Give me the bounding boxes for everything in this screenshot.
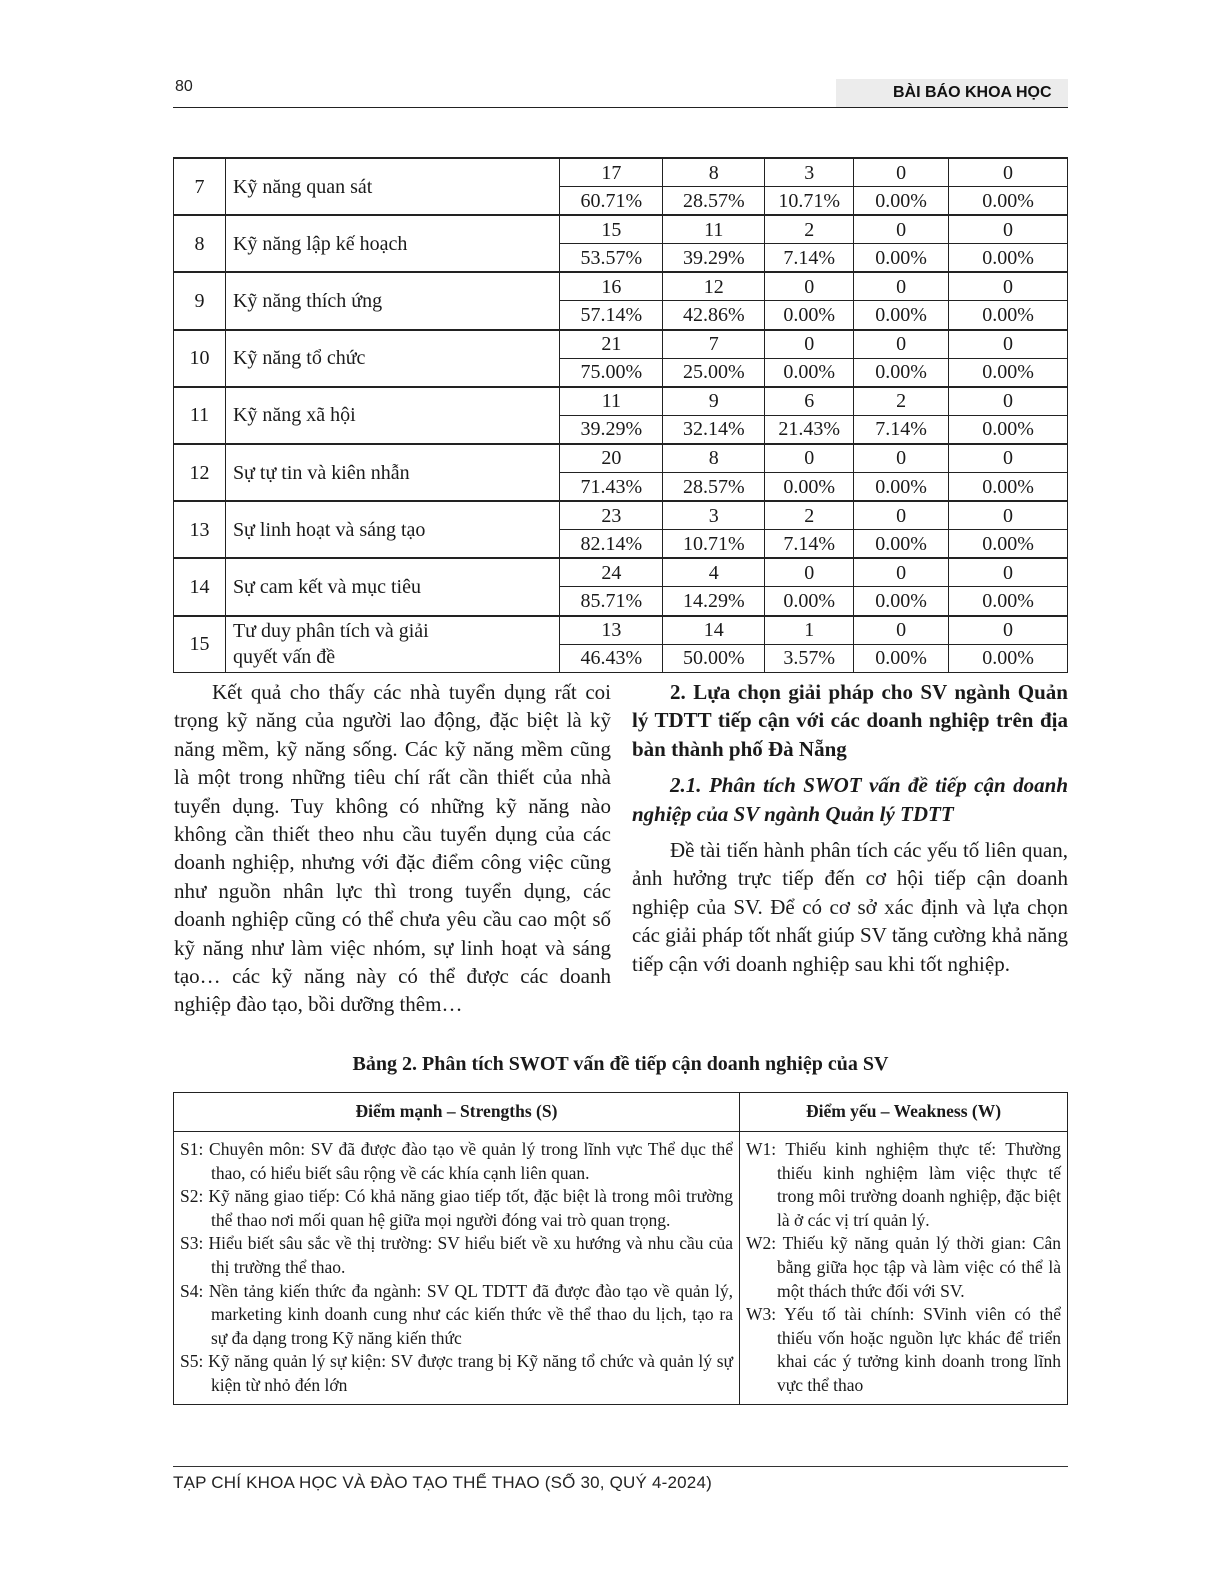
percent-cell: 28.57% <box>663 473 765 502</box>
weakness-item: W1: Thiếu kinh nghiệm thực tế: Thường thiếu kinh nghiệm làm việc thực tế trong môi trường doanh nghiệp, đặc biệt là ở các vị trí quản lý. <box>746 1139 1061 1230</box>
row-number: 13 <box>174 501 226 558</box>
percent-cell: 0.00% <box>949 473 1068 502</box>
strength-item: S5: Kỹ năng quản lý sự kiện: SV được trang bị Kỹ năng tổ chức và quản lý sự kiện từ nhỏ đén lớn <box>180 1351 733 1395</box>
count-cell: 0 <box>854 558 949 587</box>
percent-cell: 21.43% <box>765 415 854 444</box>
count-cell: 11 <box>663 215 765 244</box>
count-cell: 0 <box>854 215 949 244</box>
percent-cell: 82.14% <box>560 530 663 559</box>
count-cell: 2 <box>765 215 854 244</box>
percent-cell: 7.14% <box>765 530 854 559</box>
weakness-item: W3: Yếu tố tài chính: SVinh viên có thể thiếu vốn hoặc nguồn lực khác để triển khai các ý tưởng kinh doanh trong lĩnh vực thể thao <box>746 1304 1061 1395</box>
percent-cell: 0.00% <box>854 358 949 387</box>
percent-cell: 14.29% <box>663 587 765 616</box>
table-row <box>174 387 1068 416</box>
percent-cell: 10.71% <box>663 530 765 559</box>
strengths-cell <box>174 1132 740 1405</box>
table2-caption: Bảng 2. Phân tích SWOT vấn đề tiếp cận doanh nghiệp của SV <box>352 1053 889 1075</box>
header-rule <box>173 107 1068 108</box>
count-cell: 2 <box>854 387 949 416</box>
count-cell: 0 <box>765 558 854 587</box>
right-column <box>632 678 1068 978</box>
count-cell: 0 <box>949 215 1068 244</box>
table-row <box>174 272 1068 301</box>
page-number: 80 <box>175 78 193 95</box>
percent-cell: 0.00% <box>949 644 1068 673</box>
percent-cell: 53.57% <box>560 244 663 273</box>
percent-cell: 0.00% <box>949 530 1068 559</box>
percent-cell: 0.00% <box>854 530 949 559</box>
percent-cell: 7.14% <box>765 244 854 273</box>
count-cell: 14 <box>663 616 765 645</box>
skill-name <box>225 616 559 673</box>
percent-cell: 0.00% <box>949 244 1068 273</box>
survey-results-table <box>173 157 1068 673</box>
count-cell: 13 <box>560 616 663 645</box>
table-row <box>174 330 1068 359</box>
percent-cell: 0.00% <box>854 644 949 673</box>
skill-name: Kỹ năng quan sát <box>225 158 559 215</box>
percent-cell: 0.00% <box>949 587 1068 616</box>
weakness-cell <box>740 1132 1068 1405</box>
count-cell: 24 <box>560 558 663 587</box>
percent-cell: 0.00% <box>854 244 949 273</box>
subsection-heading: 2.1. Phân tích SWOT vấn đề tiếp cận doanh nghiệp của SV ngành Quản lý TDTT <box>632 773 1068 826</box>
skill-name-line: Tư duy phân tích và giải <box>232 620 429 643</box>
row-number: 11 <box>174 387 226 444</box>
percent-cell: 3.57% <box>765 644 854 673</box>
count-cell: 15 <box>560 215 663 244</box>
count-cell: 21 <box>560 330 663 359</box>
percent-cell: 0.00% <box>854 587 949 616</box>
count-cell: 0 <box>854 616 949 645</box>
percent-cell: 0.00% <box>854 187 949 216</box>
percent-cell: 7.14% <box>854 415 949 444</box>
count-cell: 0 <box>854 501 949 530</box>
table-row <box>174 444 1068 473</box>
count-cell: 0 <box>765 272 854 301</box>
percent-cell: 0.00% <box>949 187 1068 216</box>
count-cell: 0 <box>949 387 1068 416</box>
count-cell: 0 <box>765 444 854 473</box>
percent-cell: 85.71% <box>560 587 663 616</box>
row-number: 12 <box>174 444 226 501</box>
percent-cell: 32.14% <box>663 415 765 444</box>
count-cell: 16 <box>560 272 663 301</box>
footer-rule <box>173 1466 1068 1467</box>
swot-table <box>173 1092 1068 1405</box>
count-cell: 4 <box>663 558 765 587</box>
left-column <box>174 678 611 1019</box>
count-cell: 2 <box>765 501 854 530</box>
percent-cell: 0.00% <box>949 358 1068 387</box>
count-cell: 20 <box>560 444 663 473</box>
percent-cell: 0.00% <box>765 301 854 330</box>
count-cell: 0 <box>949 158 1068 187</box>
count-cell: 0 <box>854 272 949 301</box>
percent-cell: 28.57% <box>663 187 765 216</box>
count-cell: 0 <box>949 444 1068 473</box>
section-tag: BÀI BÁO KHOA HỌC <box>836 79 1068 107</box>
count-cell: 0 <box>949 558 1068 587</box>
strength-item: S4: Nền tảng kiến thức đa ngành: SV QL TDTT đã được đào tạo về quản lý, marketing kinh doanh cung như các kiến thức về thể thao du lịch, tạo ra sự đa dạng trong Kỹ năng kiến thức <box>180 1280 733 1348</box>
results-paragraph: Kết quả cho thấy các nhà tuyển dụng rất coi trọng kỹ năng của người lao động, đặc biệt là kỹ năng mềm, kỹ năng sống. Các kỹ năng mềm cũng là một trong những tiêu chí rất cần thiết của nhà tuyển dụng. Tuy không có những kỹ năng nào không cần thiết theo nhu cầu tuyển dụng của các doanh nghiệp, nhưng với đặc điểm công việc cũng như nguồn nhân lực thì trong tuyển dụng, các doanh nghiệp cũng có thể chưa yêu cầu cao một số kỹ năng như làm việc nhóm, sự linh hoạt và sáng tạo… các kỹ năng này có thể được các doanh nghiệp đào tạo, bồi dưỡng thêm… <box>174 680 611 1017</box>
count-cell: 0 <box>949 501 1068 530</box>
section-heading: 2. Lựa chọn giải pháp cho SV ngành Quản lý TDTT tiếp cận với các doanh nghiệp trên địa bàn thành phố Đà Nẵng <box>632 680 1068 761</box>
weakness-header: Điểm yếu – Weakness (W) <box>740 1093 1068 1132</box>
skill-name: Kỹ năng thích ứng <box>225 272 559 329</box>
percent-cell: 39.29% <box>560 415 663 444</box>
percent-cell: 0.00% <box>765 587 854 616</box>
count-cell: 0 <box>949 330 1068 359</box>
count-cell: 3 <box>663 501 765 530</box>
count-cell: 0 <box>765 330 854 359</box>
count-cell: 7 <box>663 330 765 359</box>
strength-item: S2: Kỹ năng giao tiếp: Có khả năng giao tiếp tốt, đặc biệt là trong môi trường thể thao nơi mối quan hệ giữa mọi người đóng vai trò quan trọng. <box>180 1186 733 1230</box>
count-cell: 17 <box>560 158 663 187</box>
skill-name-line: quyết vấn đề <box>232 646 336 669</box>
table-row <box>174 558 1068 587</box>
table-row <box>174 616 1068 645</box>
strengths-header: Điểm mạnh – Strengths (S) <box>174 1093 740 1132</box>
skill-name: Kỹ năng tổ chức <box>225 330 559 387</box>
journal-footer: TẠP CHÍ KHOA HỌC VÀ ĐÀO TẠO THỂ THAO (SỐ 30, QUÝ 4-2024) <box>173 1473 712 1492</box>
weakness-item: W2: Thiếu kỹ năng quản lý thời gian: Cân bằng giữa học tập và làm việc có thể là một thách thức đối với SV. <box>746 1233 1061 1301</box>
count-cell: 23 <box>560 501 663 530</box>
count-cell: 0 <box>949 272 1068 301</box>
percent-cell: 60.71% <box>560 187 663 216</box>
percent-cell: 0.00% <box>949 301 1068 330</box>
percent-cell: 57.14% <box>560 301 663 330</box>
strength-item: S3: Hiểu biết sâu sắc về thị trường: SV hiểu biết về xu hướng và nhu cầu của thị trường thể thao. <box>180 1233 733 1277</box>
count-cell: 6 <box>765 387 854 416</box>
skill-name: Sự linh hoạt và sáng tạo <box>225 501 559 558</box>
percent-cell: 71.43% <box>560 473 663 502</box>
percent-cell: 46.43% <box>560 644 663 673</box>
row-number: 15 <box>174 616 226 673</box>
count-cell: 0 <box>854 444 949 473</box>
count-cell: 0 <box>854 330 949 359</box>
skill-name: Kỹ năng lập kế hoạch <box>225 215 559 272</box>
swot-intro-paragraph: Đề tài tiến hành phân tích các yếu tố liên quan, ảnh hưởng trực tiếp đến cơ hội tiếp cận doanh nghiệp của SV. Để có cơ sở xác định và lựa chọn các giải pháp tốt nhất giúp SV tăng cường khả năng tiếp cận với doanh nghiệp sau khi tốt nghiệp. <box>632 838 1068 976</box>
count-cell: 1 <box>765 616 854 645</box>
count-cell: 11 <box>560 387 663 416</box>
table-row <box>174 158 1068 187</box>
count-cell: 0 <box>949 616 1068 645</box>
skill-name: Kỹ năng xã hội <box>225 387 559 444</box>
count-cell: 3 <box>765 158 854 187</box>
table-row <box>174 215 1068 244</box>
count-cell: 8 <box>663 444 765 473</box>
count-cell: 12 <box>663 272 765 301</box>
percent-cell: 0.00% <box>765 473 854 502</box>
table-row <box>174 501 1068 530</box>
percent-cell: 10.71% <box>765 187 854 216</box>
count-cell: 9 <box>663 387 765 416</box>
percent-cell: 42.86% <box>663 301 765 330</box>
count-cell: 8 <box>663 158 765 187</box>
row-number: 10 <box>174 330 226 387</box>
percent-cell: 25.00% <box>663 358 765 387</box>
row-number: 14 <box>174 558 226 615</box>
skill-name: Sự tự tin và kiên nhẫn <box>225 444 559 501</box>
percent-cell: 0.00% <box>765 358 854 387</box>
row-number: 9 <box>174 272 226 329</box>
percent-cell: 0.00% <box>854 473 949 502</box>
row-number: 8 <box>174 215 226 272</box>
count-cell: 0 <box>854 158 949 187</box>
percent-cell: 75.00% <box>560 358 663 387</box>
percent-cell: 39.29% <box>663 244 765 273</box>
percent-cell: 0.00% <box>949 415 1068 444</box>
percent-cell: 0.00% <box>854 301 949 330</box>
percent-cell: 50.00% <box>663 644 765 673</box>
row-number: 7 <box>174 158 226 215</box>
skill-name: Sự cam kết và mục tiêu <box>225 558 559 615</box>
strength-item: S1: Chuyên môn: SV đã được đào tạo về quản lý trong lĩnh vực Thể dục thể thao, có hiểu biết sâu rộng về các khía cạnh liên quan. <box>180 1139 733 1183</box>
